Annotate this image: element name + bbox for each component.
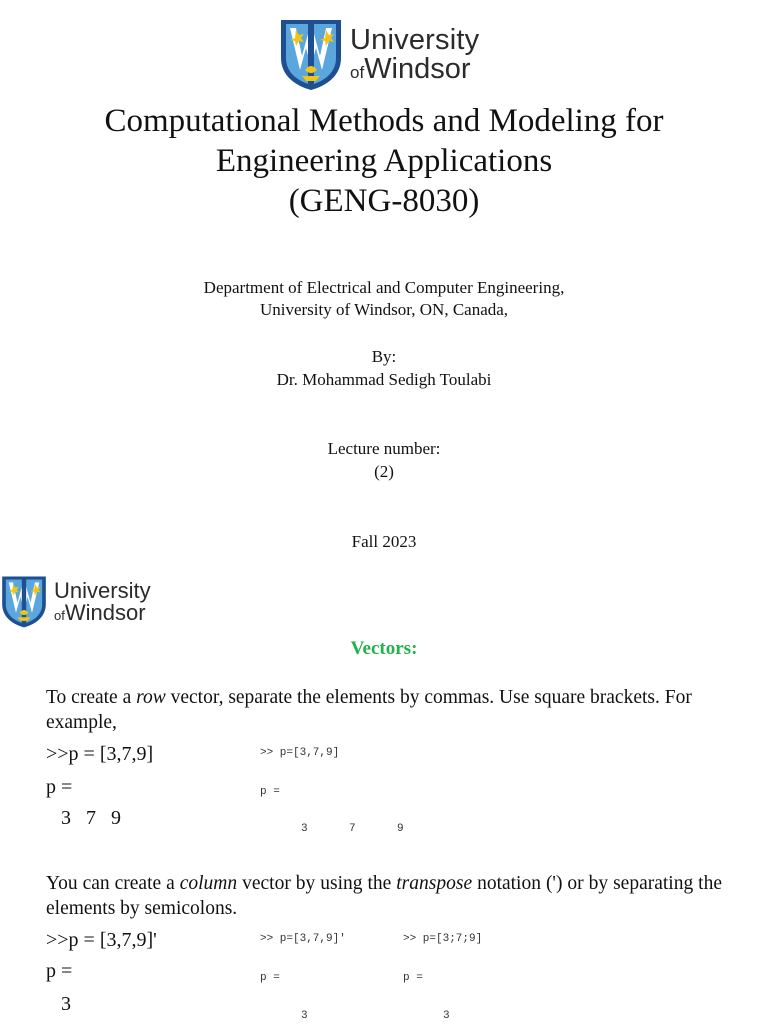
col-para-text-2: vector by using the bbox=[237, 873, 397, 894]
logo-of: of bbox=[54, 608, 65, 623]
row-vector-p-eq: p = bbox=[46, 776, 73, 798]
shield-icon bbox=[278, 18, 344, 92]
lecture-number: (2) bbox=[374, 462, 394, 481]
title-line-3: (GENG-8030) bbox=[288, 183, 480, 219]
logo-line-windsor: Windsor bbox=[364, 53, 471, 85]
university-logo bbox=[278, 18, 479, 92]
matlab-row-value-1: 3 bbox=[301, 823, 308, 835]
title-line-2: Engineering Applications bbox=[215, 143, 553, 179]
col-para-text-3: notation (') or by separating the elements by semicolons. bbox=[46, 873, 722, 919]
shield-icon bbox=[0, 574, 48, 630]
matlab-row-value-3: 9 bbox=[397, 823, 404, 835]
logo-wordmark bbox=[350, 26, 479, 84]
university-logo-small bbox=[0, 574, 151, 630]
col-para-text-1: You can create a bbox=[46, 873, 180, 894]
col-para-emphasis-1: column bbox=[179, 873, 238, 894]
vectors-heading: Vectors: bbox=[350, 638, 418, 659]
logo-line-windsor: Windsor bbox=[64, 600, 146, 625]
matlab-col-command-2: >> p=[3;7;9] bbox=[403, 933, 483, 945]
matlab-row-p: p = bbox=[260, 786, 280, 798]
matlab-row-command: >> p=[3,7,9] bbox=[260, 747, 340, 759]
row-para-text-1: To create a bbox=[46, 687, 137, 708]
row-vector-values: 3 7 9 bbox=[61, 807, 121, 829]
logo-line-university: University bbox=[54, 578, 151, 603]
col-para-emphasis-2: transpose bbox=[396, 873, 473, 894]
department-line-2: University of Windsor, ON, Canada, bbox=[259, 300, 509, 319]
matlab-col-value-2: 3 bbox=[443, 1010, 450, 1022]
author-by: By: bbox=[371, 347, 397, 366]
term: Fall 2023 bbox=[351, 532, 417, 551]
row-para-emphasis: row bbox=[136, 687, 166, 708]
row-vector-command: >>p = [3,7,9] bbox=[46, 743, 154, 765]
column-vector-command: >>p = [3,7,9]' bbox=[46, 929, 157, 951]
column-vector-paragraph bbox=[46, 871, 722, 921]
column-vector-value: 3 bbox=[61, 993, 71, 1015]
matlab-row-value-2: 7 bbox=[349, 823, 356, 835]
department-line-1: Department of Electrical and Computer Engineering, bbox=[203, 278, 565, 297]
matlab-col-p-2: p = bbox=[403, 972, 423, 984]
author-name: Dr. Mohammad Sedigh Toulabi bbox=[276, 370, 492, 389]
matlab-col-p-1: p = bbox=[260, 972, 280, 984]
matlab-col-value-1: 3 bbox=[301, 1010, 308, 1022]
matlab-col-command-1: >> p=[3,7,9]' bbox=[260, 933, 346, 945]
row-vector-paragraph bbox=[46, 685, 722, 735]
title-line-1: Computational Methods and Modeling for bbox=[104, 103, 664, 139]
logo-line-university: University bbox=[350, 24, 480, 56]
logo-wordmark-small bbox=[54, 580, 151, 624]
logo-of: of bbox=[350, 63, 365, 82]
lecture-label: Lecture number: bbox=[327, 439, 441, 458]
column-vector-p-eq: p = bbox=[46, 960, 73, 982]
course-title bbox=[0, 101, 768, 221]
row-para-text-2: vector, separate the elements by commas. Use square brackets. For example, bbox=[46, 687, 692, 733]
